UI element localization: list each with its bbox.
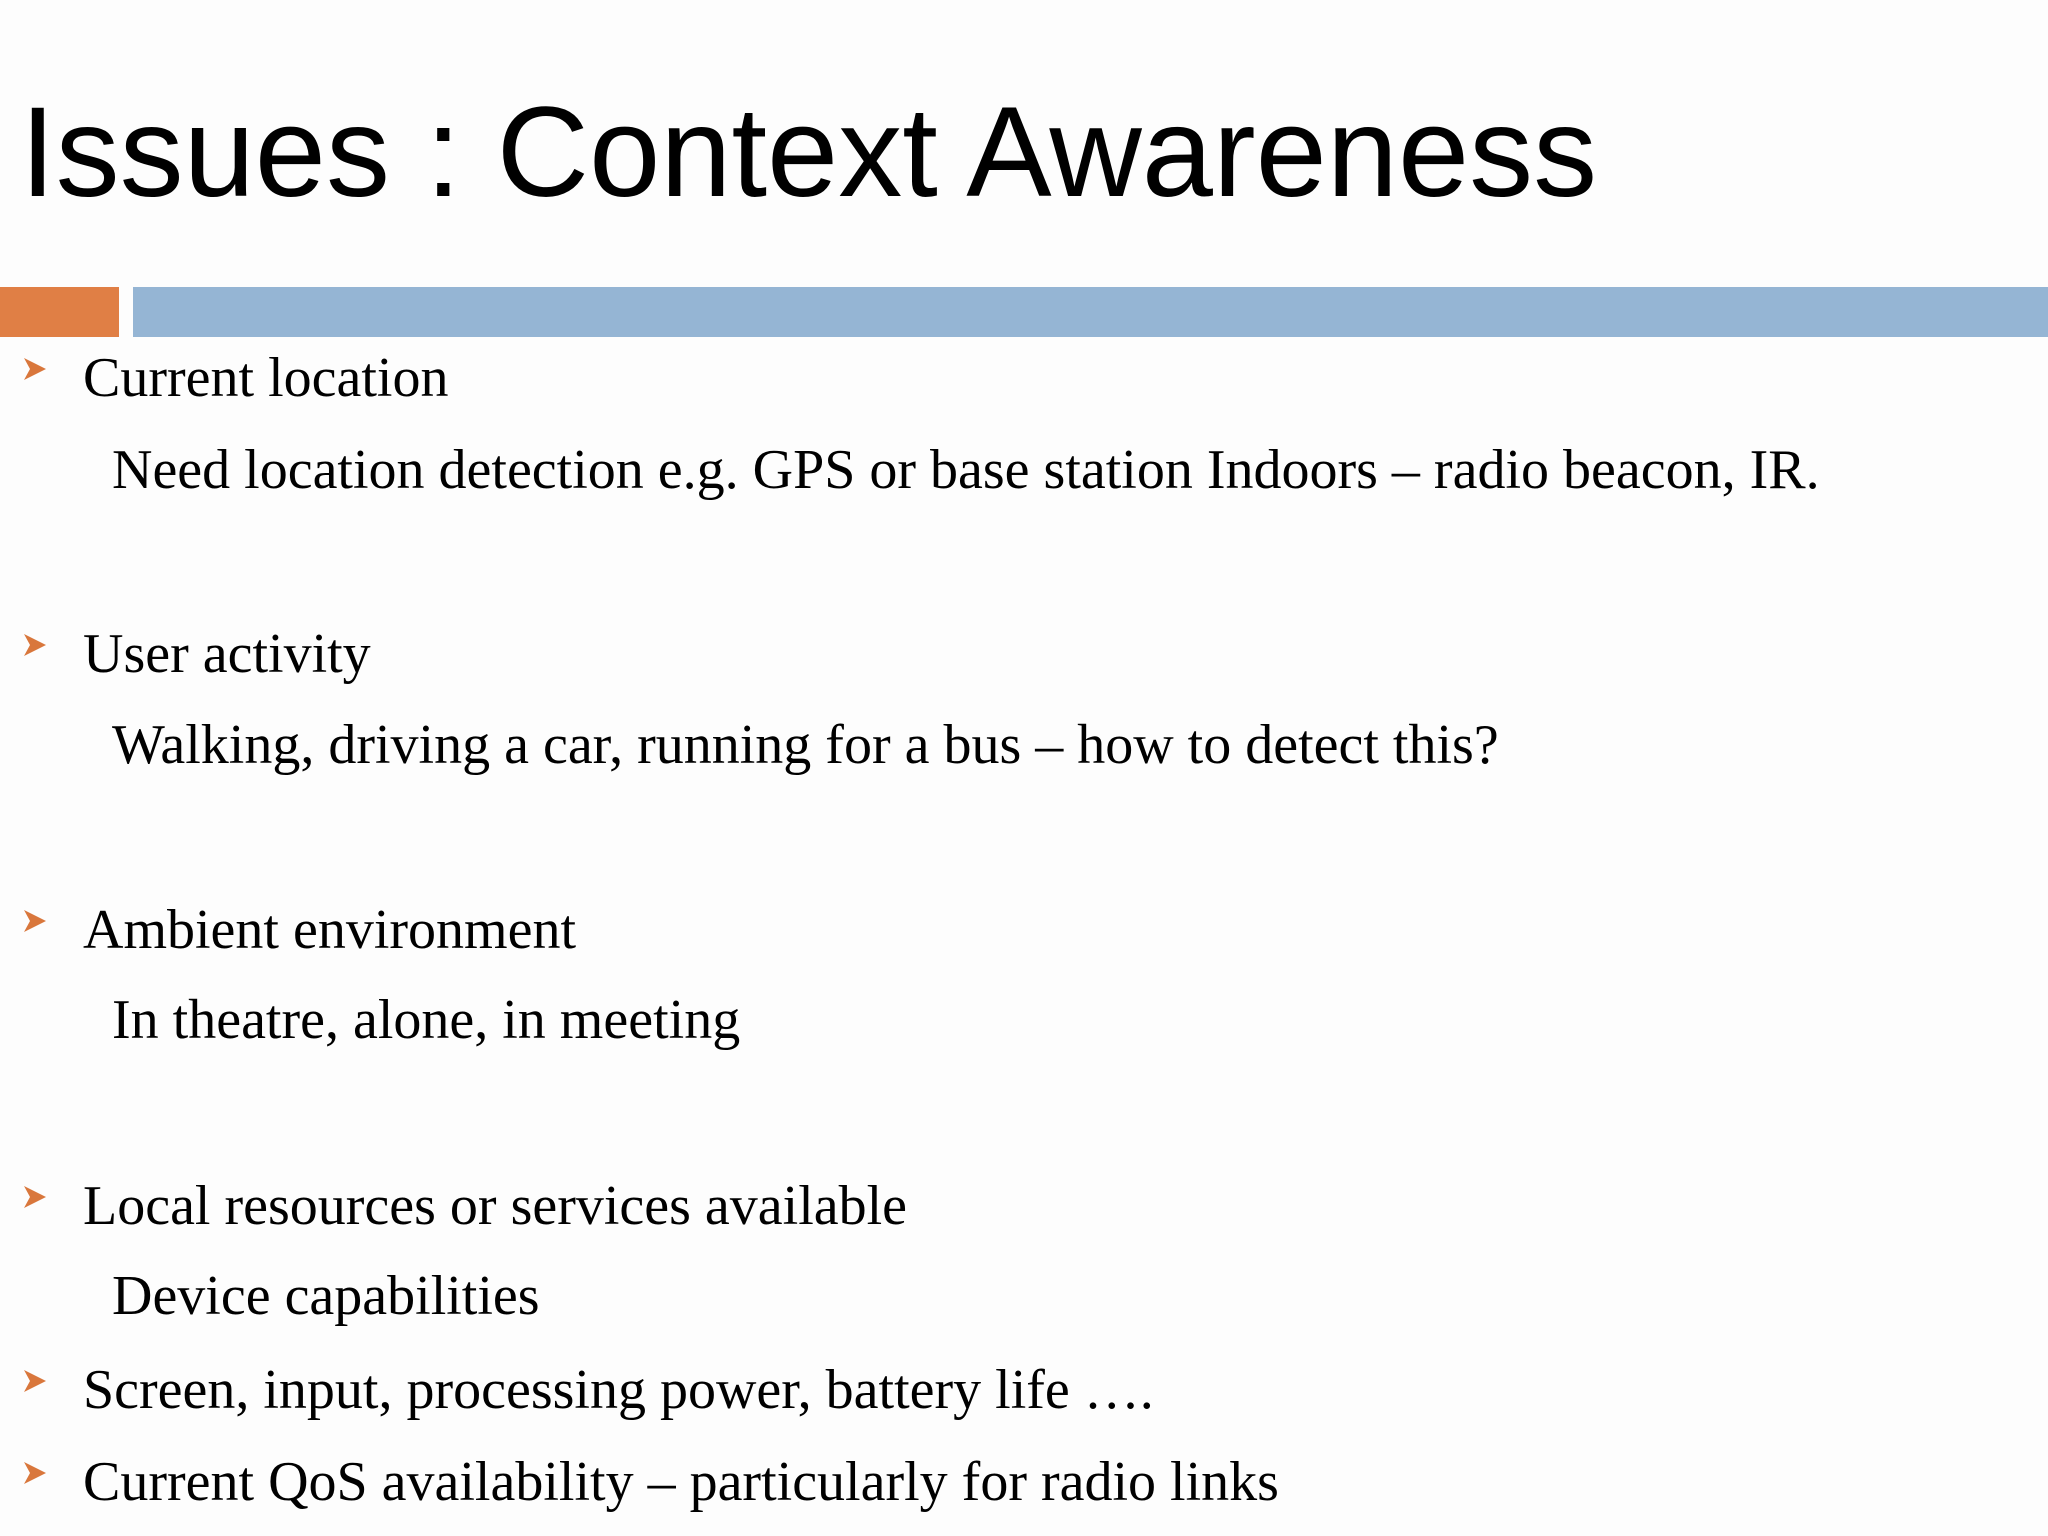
- arrowhead-bullet-icon: [22, 356, 48, 382]
- bullet-item: Local resources or services available: [83, 1175, 908, 1237]
- bullet-item: Ambient environment: [83, 899, 577, 961]
- bullet-detail: Device capabilities: [112, 1265, 540, 1327]
- bullet-detail: Walking, driving a car, running for a bus – how to detect this?: [112, 714, 1499, 776]
- bullet-item: Current QoS availability – particularly for radio links: [83, 1451, 1279, 1513]
- arrowhead-bullet-icon: [22, 1184, 48, 1210]
- bullet-item: User activity: [83, 623, 371, 685]
- arrowhead-bullet-icon: [22, 1368, 48, 1394]
- arrowhead-bullet-icon: [22, 632, 48, 658]
- arrowhead-bullet-icon: [22, 1460, 48, 1486]
- bullet-detail: In theatre, alone, in meeting: [112, 989, 741, 1051]
- bullet-item: Screen, input, processing power, battery life ….: [83, 1359, 1154, 1421]
- bullet-detail: Need location detection e.g. GPS or base station Indoors – radio beacon, IR.: [112, 439, 1820, 501]
- slide-title: Issues : Context Awareness: [20, 81, 1598, 224]
- arrowhead-bullet-icon: [22, 908, 48, 934]
- bullet-item: Current location: [83, 347, 449, 409]
